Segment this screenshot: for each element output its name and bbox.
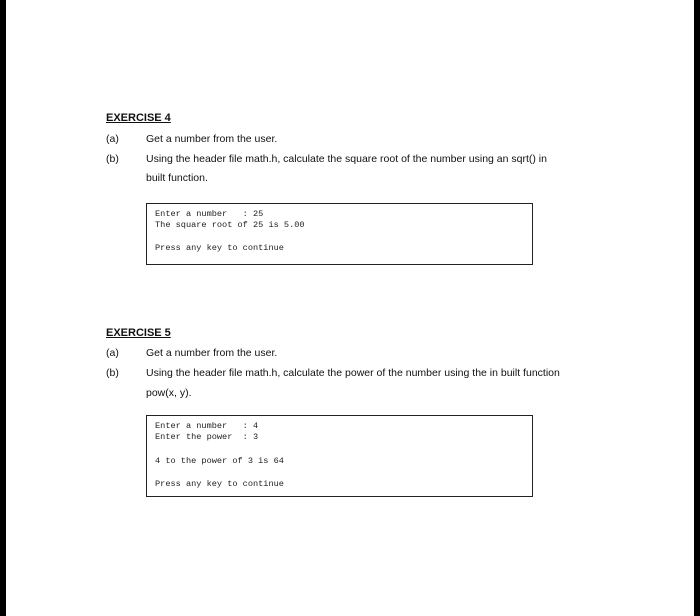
console-line: The square root of 25 is 5.00 xyxy=(155,220,305,230)
exercise-5-item-b-label: (b) xyxy=(106,367,119,379)
console-line: Press any key to continue xyxy=(155,479,284,489)
console-line: Press any key to continue xyxy=(155,243,284,253)
exercise-4-item-b-text-line2: built function. xyxy=(146,172,208,184)
exercise-5-item-b-text-line2: pow(x, y). xyxy=(146,387,192,399)
exercise-5-item-a-text: Get a number from the user. xyxy=(146,347,278,359)
exercise-5-item-a-label: (a) xyxy=(106,347,119,359)
exercise-5-console-output xyxy=(146,415,533,497)
exercise-4-item-b-text-line1: Using the header file math.h, calculate the square root of the number using an sqrt() in xyxy=(146,153,547,165)
exercise-4-heading: EXERCISE 4 xyxy=(106,112,171,124)
exercise-5-heading: EXERCISE 5 xyxy=(106,327,171,339)
console-line: Enter a number : 4 xyxy=(155,421,259,431)
exercise-5-item-b-text-line1: Using the header file math.h, calculate the power of the number using the in built function xyxy=(146,367,560,379)
exercise-4-item-b-label: (b) xyxy=(106,153,119,165)
document-page xyxy=(6,0,694,616)
console-line: Enter the power : 3 xyxy=(155,432,259,442)
console-line: Enter a number : 25 xyxy=(155,209,264,219)
exercise-4-item-a-label: (a) xyxy=(106,133,119,145)
console-line: 4 to the power of 3 is 64 xyxy=(155,456,284,466)
exercise-4-console-output xyxy=(146,203,533,265)
exercise-4-item-a-text: Get a number from the user. xyxy=(146,133,278,145)
